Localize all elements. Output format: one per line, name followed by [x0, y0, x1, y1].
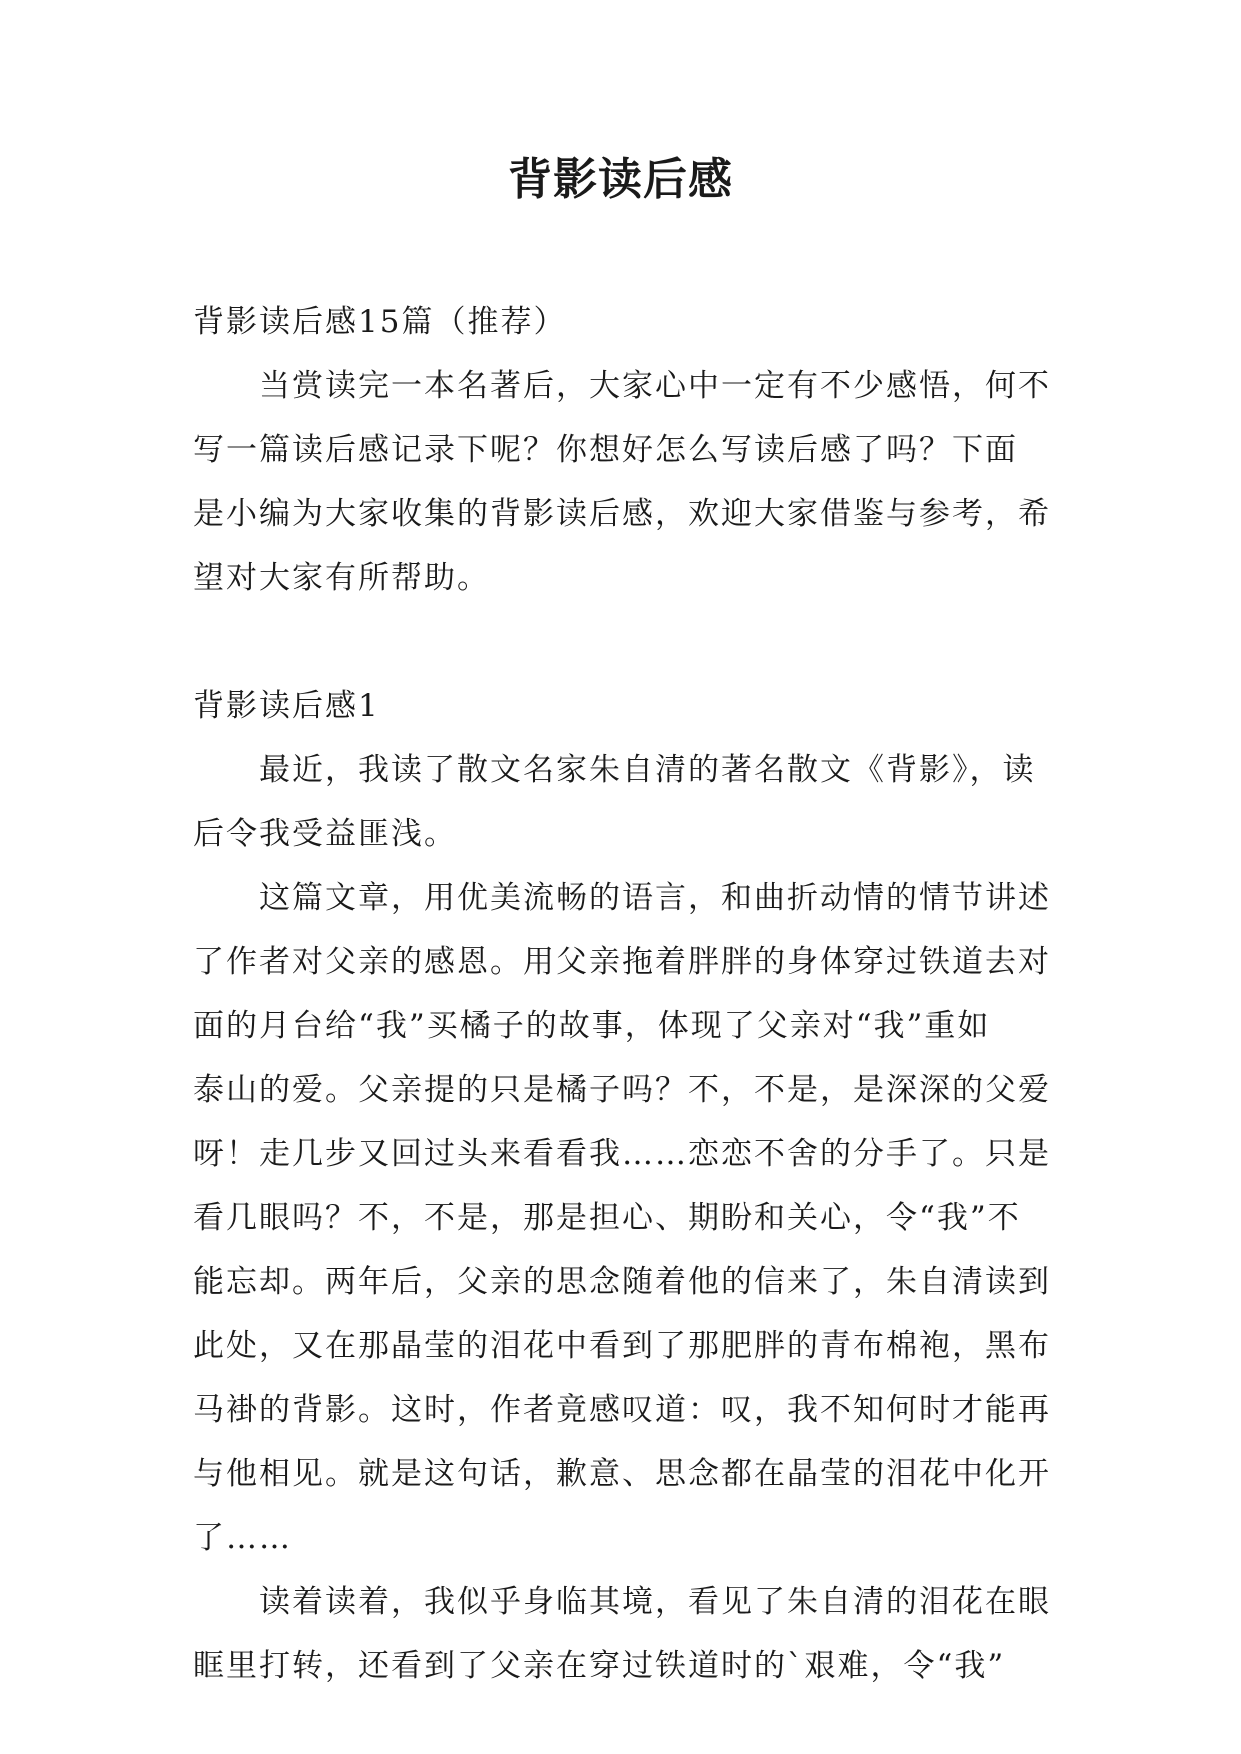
- paragraph-line: 看几眼吗？不，不是，那是担心、期盼和关心，令“我”不: [193, 1200, 1021, 1236]
- intro-heading: 背影读后感15篇（推荐）: [193, 304, 567, 340]
- section-spacer: [193, 610, 1055, 674]
- document-title: 背影读后感: [508, 154, 733, 205]
- section-heading: 背影读后感1: [193, 688, 380, 724]
- paragraph-line: 马褂的背影。这时，作者竟感叹道：叹，我不知何时才能再: [193, 1392, 1051, 1428]
- document-body: [193, 290, 1055, 1698]
- paragraph-3: [193, 1570, 1055, 1698]
- paragraph-line: 面的月台给“我”买橘子的故事，体现了父亲对“我”重如: [193, 1008, 991, 1044]
- intro-line: 望对大家有所帮助。: [193, 560, 490, 596]
- paragraph-line: 呀！走几步又回过头来看看我……恋恋不舍的分手了。只是: [193, 1136, 1051, 1172]
- intro-line: 是小编为大家收集的背影读后感，欢迎大家借鉴与参考，希: [193, 496, 1051, 532]
- paragraph-line: 了作者对父亲的感恩。用父亲拖着胖胖的身体穿过铁道去对: [193, 944, 1051, 980]
- paragraph-line: 这篇文章，用优美流畅的语言，和曲折动情的情节讲述: [259, 880, 1051, 916]
- paragraph-line: 泰山的爱。父亲提的只是橘子吗？不，不是，是深深的父爱: [193, 1072, 1051, 1108]
- paragraph-line: 了……: [193, 1520, 292, 1556]
- paragraph-line: 此处，又在那晶莹的泪花中看到了那肥胖的青布棉袍，黑布: [193, 1328, 1051, 1364]
- intro-line: 当赏读完一本名著后，大家心中一定有不少感悟，何不: [259, 368, 1051, 404]
- intro-line: 写一篇读后感记录下呢？你想好怎么写读后感了吗？下面: [193, 432, 1018, 468]
- paragraph-line: 读着读着，我似乎身临其境，看见了朱自清的泪花在眼: [259, 1584, 1051, 1620]
- paragraph-line: 眶里打转，还看到了父亲在穿过铁道时的`艰难，令“我”: [193, 1648, 1006, 1684]
- paragraph-line: 与他相见。就是这句话，歉意、思念都在晶莹的泪花中化开: [193, 1456, 1051, 1492]
- paragraph-1: [193, 738, 1055, 866]
- paragraph-2: [193, 866, 1055, 1570]
- paragraph-line: 后令我受益匪浅。: [193, 816, 457, 852]
- intro-paragraph: [193, 354, 1055, 610]
- paragraph-line: 能忘却。两年后，父亲的思念随着他的信来了，朱自清读到: [193, 1264, 1051, 1300]
- paragraph-line: 最近，我读了散文名家朱自清的著名散文《背影》，读: [259, 752, 1036, 788]
